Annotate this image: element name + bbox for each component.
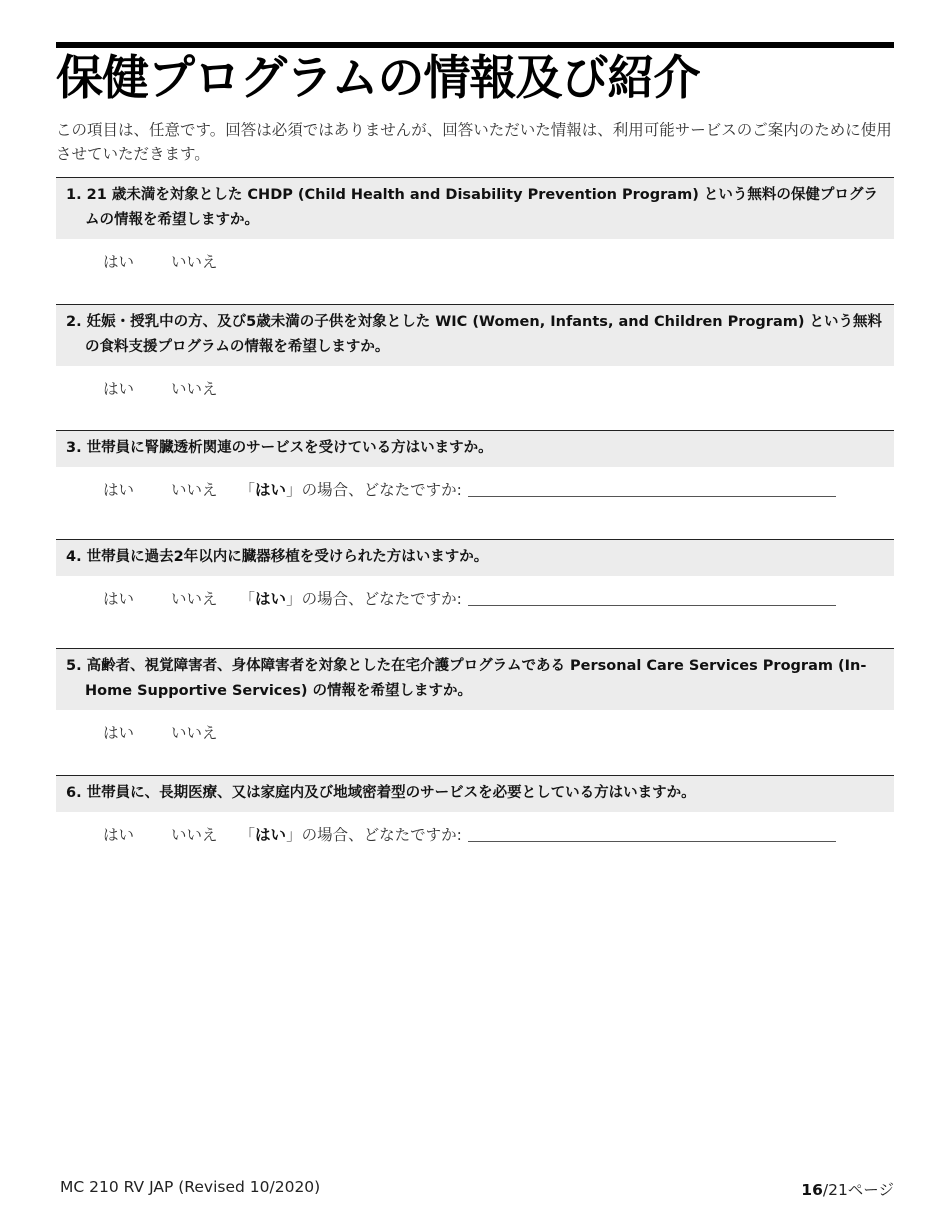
answer-no-option[interactable]: いいえ [171, 253, 218, 271]
page-number [801, 1178, 894, 1200]
question-header [56, 775, 894, 812]
question-5 [56, 648, 894, 754]
page-header [56, 42, 894, 166]
answer-row [56, 239, 894, 283]
question-text: 1. 21 歳未満を対象とした CHDP (Child Health and Disability Prevention Program) という無料の保健プログラムの情報を希望しますか。 [66, 187, 878, 228]
intro-text: この項目は、任意です。回答は必須ではありませんが、回答いただいた情報は、利用可能サービスのご案内のために使用させていただきます。 [56, 121, 892, 163]
question-text: 3. 世帯員に腎臓透析関連のサービスを受けている方はいますか。 [66, 440, 493, 456]
if-yes-open-bracket: 「 [239, 481, 256, 499]
if-yes-label [240, 587, 836, 609]
question-text: 4. 世帯員に過去2年以内に臓器移植を受けられた方はいますか。 [66, 549, 489, 565]
answer-row [56, 576, 894, 620]
answer-yes-option[interactable]: はい [103, 724, 135, 742]
question-6 [56, 775, 894, 856]
answer-yes-option[interactable]: はい [103, 253, 135, 271]
question-text: 6. 世帯員に、長期医療、又は家庭内及び地域密着型のサービスを必要としている方はいますか。 [66, 785, 696, 801]
question-header [56, 539, 894, 576]
if-yes-suffix: 」の場合、どなたですか: [286, 826, 462, 844]
question-2 [56, 304, 894, 410]
if-yes-suffix: 」の場合、どなたですか: [286, 481, 462, 499]
page-footer [60, 1178, 894, 1200]
answer-no-option[interactable]: いいえ [171, 590, 218, 608]
if-yes-open-bracket: 「 [239, 590, 256, 608]
answer-yes-option[interactable]: はい [103, 590, 135, 608]
question-3 [56, 430, 894, 511]
answer-yes-option[interactable]: はい [103, 826, 135, 844]
if-yes-bold-word: はい [255, 826, 287, 844]
who-input-line[interactable] [468, 591, 836, 606]
form-id: MC 210 RV JAP (Revised 10/2020) [60, 1178, 321, 1196]
question-1 [56, 177, 894, 283]
question-4 [56, 539, 894, 620]
question-header [56, 304, 894, 366]
if-yes-open-bracket: 「 [239, 826, 256, 844]
answer-no-option[interactable]: いいえ [171, 481, 218, 499]
if-yes-bold-word: はい [255, 481, 287, 499]
who-input-line[interactable] [468, 482, 836, 497]
if-yes-label [240, 823, 836, 845]
question-header [56, 648, 894, 710]
answer-yes-option[interactable]: はい [103, 481, 135, 499]
question-text: 2. 妊娠・授乳中の方、及び5歳未満の子供を対象とした WIC (Women, Infants, and Children Program) という無料の食料支援プログラムの情報を希望しますか。 [66, 314, 883, 355]
answer-no-option[interactable]: いいえ [171, 380, 218, 398]
answer-row [56, 710, 894, 754]
answer-no-option[interactable]: いいえ [171, 826, 218, 844]
page-current: 16 [801, 1181, 823, 1199]
if-yes-bold-word: はい [255, 590, 287, 608]
question-header [56, 177, 894, 239]
page-title: 保健プログラムの情報及び紹介 [56, 51, 700, 106]
who-input-line[interactable] [468, 827, 836, 842]
if-yes-label [240, 478, 836, 500]
answer-no-option[interactable]: いいえ [171, 724, 218, 742]
page-total: /21ページ [822, 1181, 894, 1199]
answer-row [56, 366, 894, 410]
answer-yes-option[interactable]: はい [103, 380, 135, 398]
answer-row [56, 812, 894, 856]
question-header [56, 430, 894, 467]
question-text: 5. 高齢者、視覚障害者、身体障害者を対象とした在宅介護プログラムである Personal Care Services Program (In-Home Supportive Services) の情報を希望しますか。 [66, 658, 867, 699]
answer-row [56, 467, 894, 511]
if-yes-suffix: 」の場合、どなたですか: [286, 590, 462, 608]
